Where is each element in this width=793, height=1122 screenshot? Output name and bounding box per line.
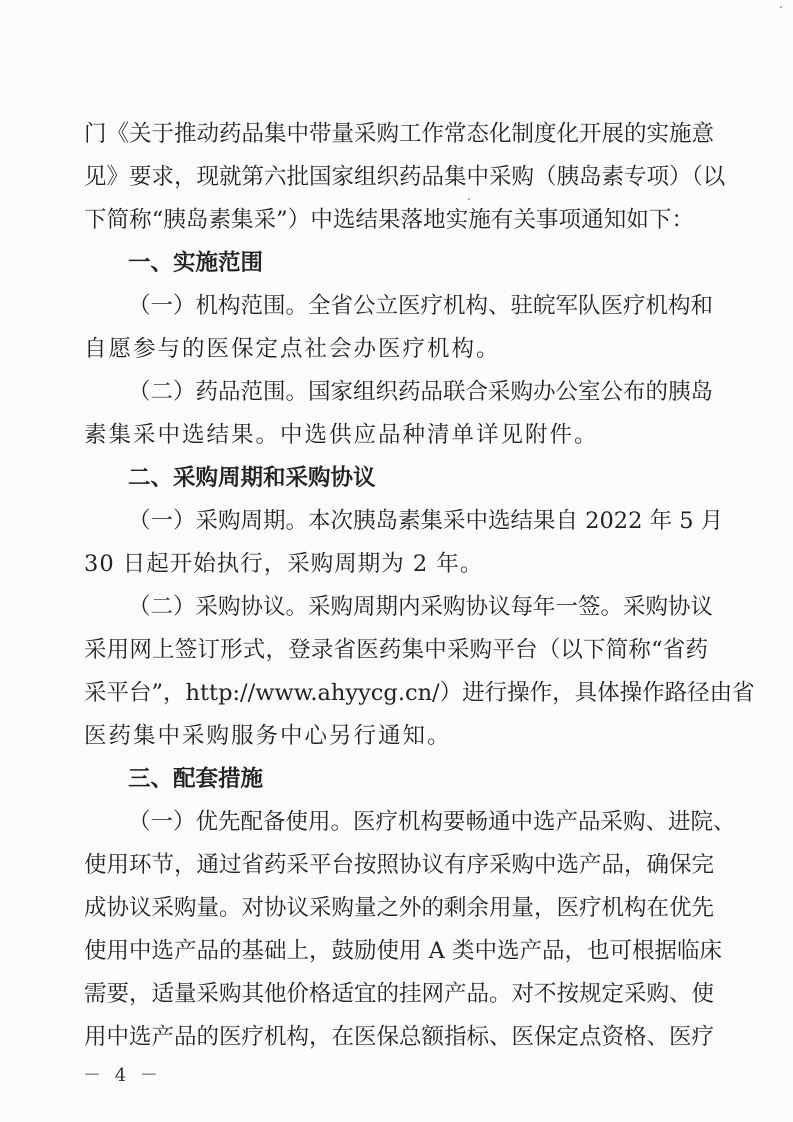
scan-speck [468, 198, 470, 200]
page-number: － 4 － [83, 1065, 162, 1086]
scan-speck [780, 6, 782, 8]
body-line: （一）采购周期。本次胰岛素集采中选结果自 2022 年 5 月 [128, 508, 724, 534]
section-heading: 一、实施范围 [128, 250, 264, 276]
body-line: 采平台”，http://www.ahyycg.cn/）进行操作，具体操作路径由省 [84, 680, 755, 706]
body-line: 需要，适量采购其他价格适宜的挂网产品。对不按规定采购、使 [84, 981, 715, 1007]
body-line: 见》要求，现就第六批国家组织药品集中采购（胰岛素专项）（以 [84, 164, 726, 190]
body-line: 用中选产品的医疗机构，在医保总额指标、医保定点资格、医疗 [84, 1024, 715, 1050]
section-heading: 三、配套措施 [128, 766, 264, 792]
body-line: （一）优先配备使用。医疗机构要畅通中选产品采购、进院、 [128, 809, 736, 835]
body-line: 下简称“胰岛素集采”）中选结果落地实施有关事项通知如下： [84, 207, 694, 233]
body-line: （二）采购协议。采购周期内采购协议每年一签。采购协议 [128, 594, 714, 620]
body-line: 自愿参与的医保定点社会办医疗机构。 [84, 336, 501, 362]
body-line: 成协议采购量。对协议采购量之外的剩余用量，医疗机构在优先 [84, 895, 715, 921]
section-heading: 二、采购周期和采购协议 [128, 465, 376, 491]
body-line: 使用中选产品的基础上，鼓励使用 A 类中选产品，也可根据临床 [84, 938, 723, 964]
body-line: （一）机构范围。全省公立医疗机构、驻皖军队医疗机构和 [128, 293, 714, 319]
body-line: 门《关于推动药品集中带量采购工作常态化制度化开展的实施意 [84, 121, 715, 147]
body-line: （二）药品范围。国家组织药品联合采购办公室公布的胰岛 [128, 379, 714, 405]
body-line: 采用网上签订形式，登录省医药集中采购平台（以下简称“省药 [84, 637, 708, 663]
body-line: 医药集中采购服务中心另行通知。 [84, 723, 452, 749]
body-line: 素集采中选结果。中选供应品种清单详见附件。 [84, 422, 599, 448]
body-line: 30 日起开始执行，采购周期为 2 年。 [84, 551, 484, 577]
body-line: 使用环节，通过省药采平台按照协议有序采购中选产品，确保完 [84, 852, 715, 878]
